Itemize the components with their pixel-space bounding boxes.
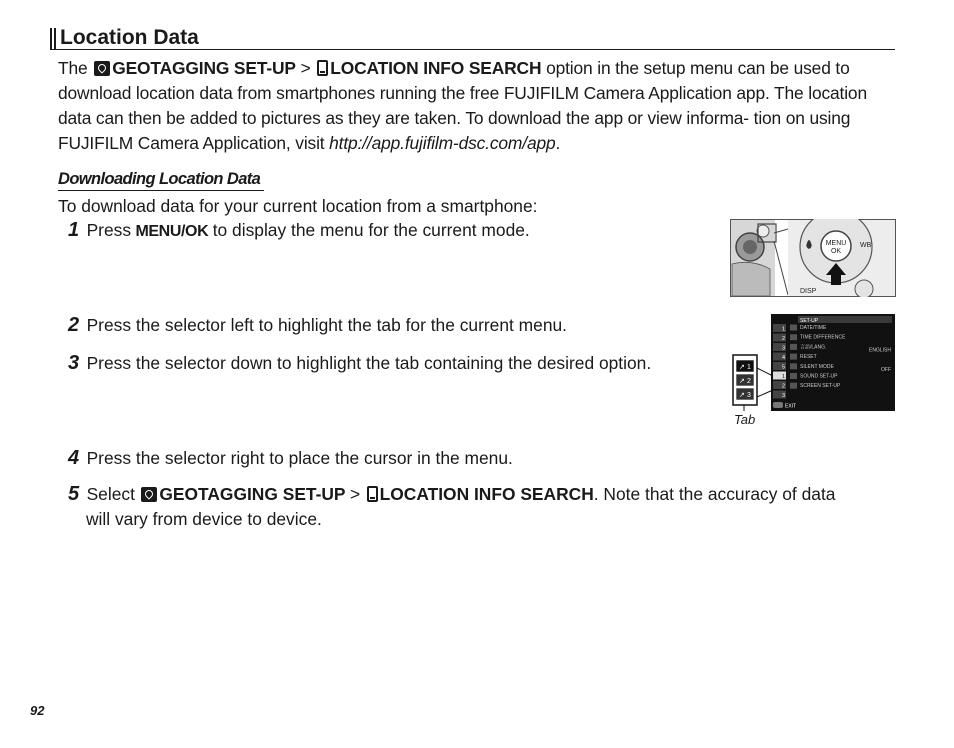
menu-item-label: TIME DIFFERENCE [800, 334, 846, 341]
menu-item-icon [790, 344, 797, 350]
para-text: tion on using FUJIFILM Camera Application, visit [58, 108, 851, 153]
para-text: . [555, 133, 561, 153]
menu-item-value: ENGLISH [869, 347, 891, 354]
menu-ok-key: MENU/OK [135, 223, 209, 240]
menu-tab-figure [730, 313, 896, 429]
para-text: option in the setup menu can be used [546, 58, 831, 78]
menu-tab-number: 3 [782, 393, 786, 399]
menu-separator: > [350, 484, 361, 504]
wrench-icon: ↗ [739, 378, 745, 385]
menu-item-icon [790, 354, 797, 360]
zoom-tab-number: 3 [747, 392, 751, 399]
menu-tab-number: 1 [782, 374, 786, 380]
step-text: Press the selector down to highlight the tab containing the desired option. [86, 353, 652, 373]
geotagging-icon [141, 487, 157, 502]
menu-tab-number: 2 [782, 383, 786, 390]
menu-item-icon [790, 383, 797, 389]
step-text: Press the selector left to highlight the tab for the current menu. [86, 315, 568, 335]
title-rule [50, 49, 895, 50]
zoom-tab-number: 2 [747, 378, 751, 385]
menu-item-label: SCREEN SET-UP [800, 383, 841, 390]
ok-button-label: OK [830, 248, 842, 255]
para-text: to download location data from smartphones running the free FUJIFILM Camera Application app. The [58, 58, 850, 103]
menu-item-label: RESET [800, 354, 817, 361]
step-text: . Note that the accuracy of data [593, 484, 836, 504]
geotag-option: GEOTAGGING SET-UP [112, 58, 296, 78]
wrench-icon: ↗ [739, 392, 745, 399]
menu-item-label: SOUND SET-UP [800, 373, 838, 380]
app-url-link[interactable]: http://app.fujifilm-dsc.com/app [329, 133, 556, 153]
location-search-option: LOCATION INFO SEARCH [330, 58, 542, 78]
subheading-underline [58, 190, 264, 191]
menu-separator: > [300, 58, 311, 78]
geotagging-icon [94, 61, 110, 76]
step-number: 3 [68, 352, 79, 374]
section-title: Location Data [60, 26, 199, 49]
zoom-tab-number: 1 [747, 364, 751, 371]
step-number: 2 [68, 314, 79, 336]
step-text: will vary from device to device. [86, 509, 322, 529]
menu-item-label: DATE/TIME [800, 325, 827, 331]
menu-screen [771, 314, 895, 411]
step-number: 4 [68, 447, 79, 469]
menu-item-icon [790, 334, 797, 340]
step-1 [68, 218, 530, 243]
menu-item-label: SILENT MODE [800, 363, 834, 370]
location-search-option: LOCATION INFO SEARCH [379, 484, 594, 504]
step-number: 1 [68, 219, 79, 241]
menu-tab-number: 4 [782, 355, 786, 361]
para-text: location data can then be added to pictures as they are taken. To download the app or view informa- [58, 83, 867, 128]
step-4 [68, 446, 513, 471]
step-number: 5 [68, 483, 79, 505]
exit-label: EXIT [785, 403, 797, 410]
subheading: Downloading Location Data [58, 170, 261, 188]
para-text: The [58, 58, 88, 78]
smartphone-icon [367, 486, 378, 502]
page-number: 92 [30, 703, 45, 718]
menu-item-value: OFF [881, 366, 891, 373]
intro-line: To download data for your current location from a smartphone: [58, 196, 538, 216]
disp-label: DISP [800, 288, 817, 295]
title-bar-mark [50, 28, 56, 49]
intro-paragraph [58, 56, 898, 156]
geotag-option: GEOTAGGING SET-UP [159, 484, 346, 504]
step-2 [68, 313, 567, 338]
step-text: Select [86, 484, 135, 504]
step-text: to display the menu for the current mode. [212, 220, 530, 240]
step-3 [68, 351, 651, 376]
menu-header: SET-UP [800, 318, 819, 324]
tab-caption: Tab [734, 412, 756, 427]
menu-item-label: 言語/LANG. [800, 344, 827, 351]
menu-item-icon [790, 373, 797, 379]
wb-label: WB [860, 242, 872, 249]
smartphone-icon [317, 60, 328, 76]
menu-tab-number: 2 [782, 336, 786, 342]
menu-tab-number: 1 [782, 326, 786, 333]
step-text: Press the selector right to place the cursor in the menu. [86, 448, 513, 468]
camera-selector-figure [730, 219, 896, 297]
menu-item-icon [790, 363, 797, 369]
menu-tab-number: 3 [782, 345, 786, 352]
step-5 [68, 482, 898, 532]
wrench-icon: ↗ [739, 364, 745, 371]
menu-tab-number: 5 [782, 364, 786, 371]
menu-button-label: MENU [825, 240, 847, 247]
menu-item-icon [790, 325, 797, 331]
step-text: Press [86, 220, 132, 240]
